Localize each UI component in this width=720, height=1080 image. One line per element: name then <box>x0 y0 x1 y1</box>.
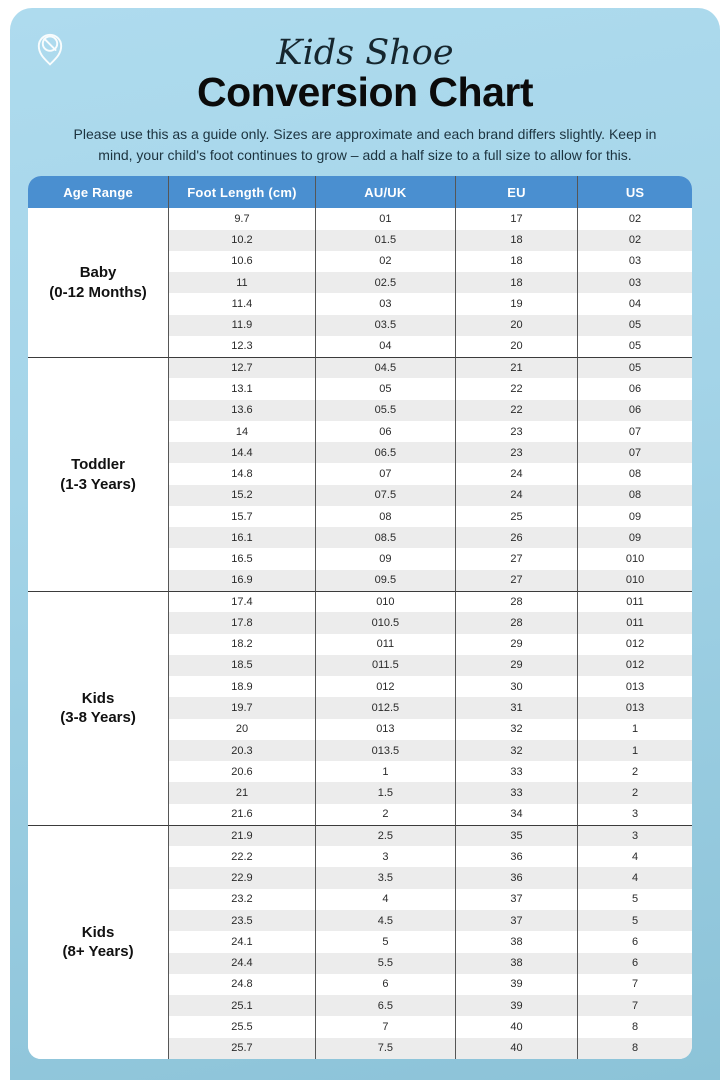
table-row <box>28 357 692 378</box>
table-cell: 38 <box>455 931 577 952</box>
table-cell: 02 <box>577 230 692 251</box>
table-cell: 11.9 <box>168 315 315 336</box>
age-range-note: (0-12 Months) <box>49 283 147 301</box>
table-cell: 08 <box>577 463 692 484</box>
table-cell: 05 <box>577 336 692 357</box>
table-cell: 013 <box>577 676 692 697</box>
table-cell: 27 <box>455 548 577 569</box>
table-cell: 21.9 <box>168 825 315 846</box>
table-cell: 02.5 <box>315 272 455 293</box>
table-cell: 7.5 <box>315 1038 455 1059</box>
table-cell: 23.2 <box>168 889 315 910</box>
table-cell: 28 <box>455 591 577 612</box>
table-cell: 15.2 <box>168 485 315 506</box>
table-cell: 02 <box>315 251 455 272</box>
table-cell: 08 <box>315 506 455 527</box>
table-cell: 28 <box>455 612 577 633</box>
table-cell: 21 <box>168 782 315 803</box>
age-range-cell <box>28 357 168 591</box>
table-cell: 012 <box>577 655 692 676</box>
table-cell: 14.4 <box>168 442 315 463</box>
age-range-note: (3-8 Years) <box>60 709 136 727</box>
table-cell: 17 <box>455 208 577 229</box>
chart-panel <box>10 8 720 1080</box>
table-cell: 39 <box>455 995 577 1016</box>
table-cell: 23 <box>455 421 577 442</box>
table-cell: 01.5 <box>315 230 455 251</box>
table-cell: 30 <box>455 676 577 697</box>
table-cell: 29 <box>455 634 577 655</box>
table-cell: 3.5 <box>315 867 455 888</box>
table-cell: 12.3 <box>168 336 315 357</box>
table-cell: 26 <box>455 527 577 548</box>
column-header-age-range: Age Range <box>28 176 168 208</box>
table-cell: 4.5 <box>315 910 455 931</box>
table-cell: 06.5 <box>315 442 455 463</box>
table-cell: 01 <box>315 208 455 229</box>
table-cell: 09.5 <box>315 570 455 591</box>
table-cell: 20.3 <box>168 740 315 761</box>
table-cell: 21 <box>455 357 577 378</box>
table-cell: 15.7 <box>168 506 315 527</box>
table-cell: 05 <box>315 378 455 399</box>
title-script: Kids Shoe <box>276 33 454 73</box>
table-cell: 08.5 <box>315 527 455 548</box>
table-cell: 21.6 <box>168 804 315 825</box>
table-cell: 5.5 <box>315 953 455 974</box>
disclaimer-text: Please use this as a guide only. Sizes are approximate and each brand differs slightly. Keep in mind, your child's foot continues to grow – add a half size to a full size to allow for this. <box>73 126 657 164</box>
table-row <box>28 591 692 612</box>
table-cell: 010.5 <box>315 612 455 633</box>
table-cell: 24.1 <box>168 931 315 952</box>
table-cell: 11.4 <box>168 293 315 314</box>
table-cell: 06 <box>577 378 692 399</box>
table-cell: 37 <box>455 889 577 910</box>
table-cell: 010 <box>577 548 692 569</box>
table-cell: 10.2 <box>168 230 315 251</box>
column-header-us: US <box>577 176 692 208</box>
table-cell: 18.5 <box>168 655 315 676</box>
table-cell: 19.7 <box>168 697 315 718</box>
table-cell: 011 <box>315 634 455 655</box>
table-cell: 27 <box>455 570 577 591</box>
table-cell: 3 <box>577 804 692 825</box>
table-cell: 011 <box>577 612 692 633</box>
table-cell: 8 <box>577 1016 692 1037</box>
table-cell: 4 <box>577 846 692 867</box>
table-cell: 03 <box>577 272 692 293</box>
table-cell: 20 <box>455 315 577 336</box>
table-cell: 5 <box>577 910 692 931</box>
brand-logo-icon <box>34 30 66 68</box>
table-cell: 14.8 <box>168 463 315 484</box>
table-cell: 011.5 <box>315 655 455 676</box>
table-row <box>28 825 692 846</box>
table-cell: 06 <box>315 421 455 442</box>
table-cell: 38 <box>455 953 577 974</box>
table-cell: 37 <box>455 910 577 931</box>
table-cell: 08 <box>577 485 692 506</box>
table-cell: 4 <box>315 889 455 910</box>
table-cell: 24.4 <box>168 953 315 974</box>
age-range-cell <box>28 825 168 1059</box>
table-row <box>28 208 692 229</box>
table-cell: 04.5 <box>315 357 455 378</box>
table-cell: 3 <box>577 825 692 846</box>
column-header-eu: EU <box>455 176 577 208</box>
table-cell: 22.2 <box>168 846 315 867</box>
table-cell: 34 <box>455 804 577 825</box>
table-cell: 012 <box>577 634 692 655</box>
table-cell: 40 <box>455 1016 577 1037</box>
table-cell: 2 <box>577 761 692 782</box>
table-cell: 22 <box>455 378 577 399</box>
table-cell: 32 <box>455 719 577 740</box>
table-cell: 16.9 <box>168 570 315 591</box>
table-cell: 6 <box>315 974 455 995</box>
table-cell: 06 <box>577 400 692 421</box>
table-cell: 010 <box>577 570 692 591</box>
table-cell: 32 <box>455 740 577 761</box>
table-cell: 013 <box>577 697 692 718</box>
table-cell: 10.6 <box>168 251 315 272</box>
table-cell: 03 <box>315 293 455 314</box>
table-cell: 25.1 <box>168 995 315 1016</box>
table-cell: 012 <box>315 676 455 697</box>
table-cell: 25.5 <box>168 1016 315 1037</box>
table-cell: 6 <box>577 953 692 974</box>
table-cell: 03 <box>577 251 692 272</box>
table-cell: 20.6 <box>168 761 315 782</box>
table-cell: 13.1 <box>168 378 315 399</box>
table-cell: 013.5 <box>315 740 455 761</box>
table-cell: 33 <box>455 761 577 782</box>
table-cell: 16.1 <box>168 527 315 548</box>
table-card <box>28 176 692 1059</box>
age-range-note: (1-3 Years) <box>60 475 136 493</box>
table-cell: 5 <box>315 931 455 952</box>
table-cell: 5 <box>577 889 692 910</box>
table-cell: 39 <box>455 974 577 995</box>
table-cell: 24 <box>455 485 577 506</box>
table-cell: 17.4 <box>168 591 315 612</box>
age-range-label: Baby <box>79 264 117 282</box>
table-cell: 2 <box>315 804 455 825</box>
table-cell: 31 <box>455 697 577 718</box>
age-range-label: Kids <box>81 923 115 941</box>
table-cell: 09 <box>315 548 455 569</box>
age-range-cell <box>28 208 168 357</box>
table-cell: 7 <box>315 1016 455 1037</box>
conversion-table <box>28 176 692 1059</box>
table-cell: 6 <box>577 931 692 952</box>
table-cell: 4 <box>577 867 692 888</box>
table-cell: 12.7 <box>168 357 315 378</box>
age-range-cell <box>28 591 168 825</box>
age-range-label: Toddler <box>71 456 125 474</box>
table-cell: 011 <box>577 591 692 612</box>
table-cell: 07 <box>577 421 692 442</box>
table-cell: 05 <box>577 357 692 378</box>
table-cell: 11 <box>168 272 315 293</box>
table-cell: 24 <box>455 463 577 484</box>
table-cell: 19 <box>455 293 577 314</box>
table-cell: 03.5 <box>315 315 455 336</box>
table-cell: 33 <box>455 782 577 803</box>
table-cell: 36 <box>455 867 577 888</box>
table-cell: 23 <box>455 442 577 463</box>
table-header-row <box>28 176 692 208</box>
column-header-foot-length-cm: Foot Length (cm) <box>168 176 315 208</box>
table-cell: 07 <box>315 463 455 484</box>
table-cell: 18 <box>455 272 577 293</box>
table-cell: 013 <box>315 719 455 740</box>
table-cell: 05.5 <box>315 400 455 421</box>
table-cell: 7 <box>577 974 692 995</box>
table-cell: 14 <box>168 421 315 442</box>
table-cell: 40 <box>455 1038 577 1059</box>
table-cell: 07.5 <box>315 485 455 506</box>
table-cell: 8 <box>577 1038 692 1059</box>
table-cell: 22 <box>455 400 577 421</box>
table-cell: 1 <box>577 740 692 761</box>
table-cell: 9.7 <box>168 208 315 229</box>
table-cell: 012.5 <box>315 697 455 718</box>
table-body <box>28 208 692 1059</box>
table-cell: 29 <box>455 655 577 676</box>
table-cell: 20 <box>455 336 577 357</box>
table-cell: 3 <box>315 846 455 867</box>
table-cell: 17.8 <box>168 612 315 633</box>
table-cell: 25 <box>455 506 577 527</box>
page-title: Conversion Chart <box>197 69 533 116</box>
table-cell: 7 <box>577 995 692 1016</box>
table-cell: 18.9 <box>168 676 315 697</box>
table-cell: 07 <box>577 442 692 463</box>
table-cell: 20 <box>168 719 315 740</box>
table-cell: 35 <box>455 825 577 846</box>
table-cell: 18 <box>455 230 577 251</box>
table-cell: 1.5 <box>315 782 455 803</box>
table-cell: 22.9 <box>168 867 315 888</box>
table-cell: 23.5 <box>168 910 315 931</box>
table-cell: 02 <box>577 208 692 229</box>
table-cell: 25.7 <box>168 1038 315 1059</box>
table-cell: 2.5 <box>315 825 455 846</box>
table-cell: 16.5 <box>168 548 315 569</box>
table-cell: 2 <box>577 782 692 803</box>
table-cell: 24.8 <box>168 974 315 995</box>
table-cell: 010 <box>315 591 455 612</box>
table-cell: 09 <box>577 527 692 548</box>
table-cell: 05 <box>577 315 692 336</box>
age-range-note: (8+ Years) <box>62 943 134 961</box>
age-range-label: Kids <box>81 689 115 707</box>
table-cell: 13.6 <box>168 400 315 421</box>
table-cell: 18 <box>455 251 577 272</box>
table-cell: 6.5 <box>315 995 455 1016</box>
table-cell: 1 <box>315 761 455 782</box>
table-cell: 09 <box>577 506 692 527</box>
table-cell: 04 <box>315 336 455 357</box>
table-cell: 36 <box>455 846 577 867</box>
table-cell: 1 <box>577 719 692 740</box>
column-header-au-uk: AU/UK <box>315 176 455 208</box>
table-cell: 04 <box>577 293 692 314</box>
table-cell: 18.2 <box>168 634 315 655</box>
